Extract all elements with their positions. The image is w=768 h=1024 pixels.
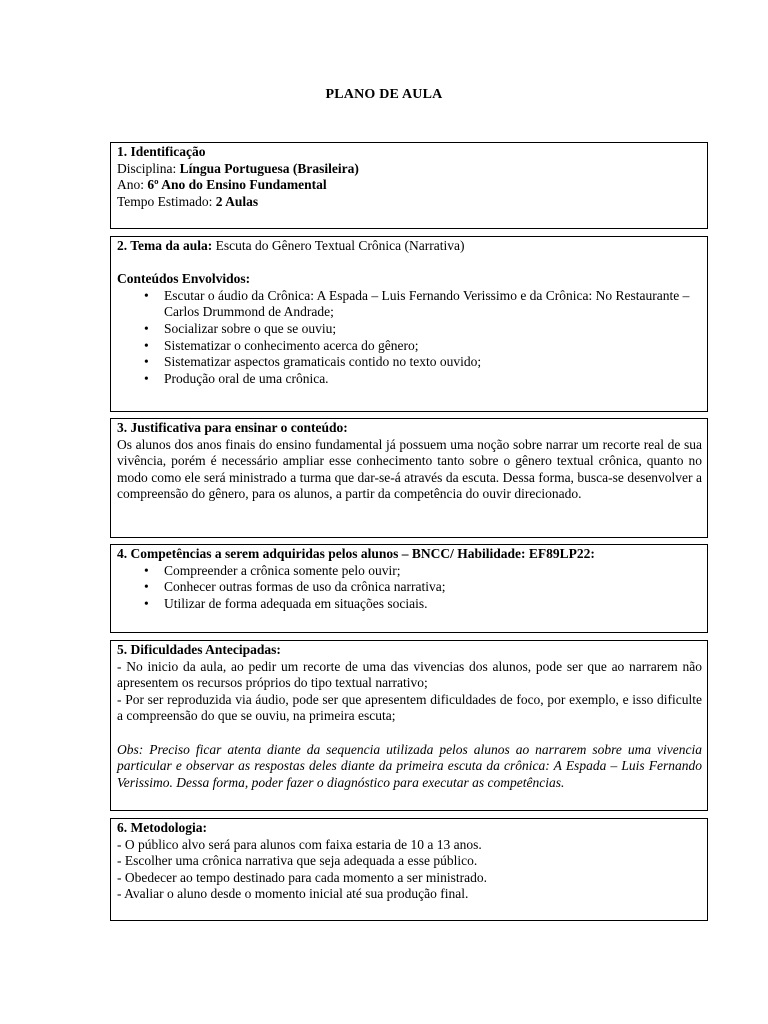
ano-value: 6º Ano do Ensino Fundamental — [147, 177, 327, 193]
disciplina-value: Língua Portuguesa (Brasileira) — [179, 160, 359, 176]
ano-line — [117, 177, 702, 194]
list-item: • Conhecer outras formas de uso da crônica narrativa; — [164, 579, 702, 596]
list-item: • Compreender a crônica somente pelo ouvir; — [164, 563, 702, 580]
tempo-value: 2 Aulas — [215, 193, 259, 209]
obs-paragraph: Obs: Preciso ficar atenta diante da sequencia utilizada pelos alunos ao narrarem sobre uma vivencia particular e observar as respostas deles diante da primeira escuta da crônica: A Espada – Luis Fernando Verissimo. Dessa forma, poder fazer o diagnóstico para executar as competências. — [117, 741, 702, 790]
section-metodologia — [110, 818, 708, 921]
list-item: • Produção oral de uma crônica. — [164, 371, 702, 388]
disciplina-label: Disciplina: — [117, 160, 180, 176]
ano-label: Ano: — [117, 177, 148, 193]
list-item: • Utilizar de forma adequada em situações sociais. — [164, 596, 702, 613]
tempo-line — [117, 194, 702, 211]
disciplina-line — [117, 161, 702, 178]
list-item: • Escutar o áudio da Crônica: A Espada – Luis Fernando Verissimo e da Crônica: No Restaurante – Carlos Drummond de Andrade; — [164, 288, 702, 321]
list-item: • Sistematizar o conhecimento acerca do gênero; — [164, 338, 702, 355]
section-tema — [110, 236, 708, 412]
tema-line — [117, 238, 702, 255]
page-title: PLANO DE AULA — [325, 87, 443, 102]
section-heading: 1. Identificação — [117, 144, 206, 159]
dificuldade-paragraph: - No inicio da aula, ao pedir um recorte de uma das vivencias dos alunos, pode ser que ao narrarem não apresentem os recursos próprios do tipo textual narrativo; — [117, 658, 702, 691]
justificativa-text: Os alunos dos anos finais do ensino fundamental já possuem uma noção sobre narrar um recorte real de sua vivência, porém é necessário ampliar esse conhecimento tanto sobre o gênero textual crônica, quanto no modo como ele será ministrado a turma que dar-se-á através da escuta. Dessa forma, busca-se desenvolver a compreensão do gênero, para os alunos, a partir da competência do ouvir direcionado. — [117, 436, 702, 502]
section-heading: 4. Competências a serem adquiridas pelos alunos – BNCC/ Habilidade: EF89LP22: — [117, 546, 595, 561]
competencias-list — [117, 563, 702, 613]
dificuldade-paragraph: - Por ser reproduzida via áudio, pode ser que apresentem dificuldades de foco, por exemplo, e isso dificulte a compreensão do que se ouviu, na primeira escuta; — [117, 691, 702, 724]
list-item: • Socializar sobre o que se ouviu; — [164, 321, 702, 338]
section-heading: 5. Dificuldades Antecipadas: — [117, 642, 281, 657]
metodologia-line: - Obedecer ao tempo destinado para cada momento a ser ministrado. — [117, 869, 487, 885]
list-item: • Sistematizar aspectos gramaticais contido no texto ouvido; — [164, 354, 702, 371]
section-dificuldades — [110, 640, 708, 811]
conteudos-heading: Conteúdos Envolvidos: — [117, 271, 251, 287]
tema-value: Escuta do Gênero Textual Crônica (Narrativa) — [212, 238, 465, 253]
section-heading: 6. Metodologia: — [117, 820, 207, 835]
conteudos-list — [117, 288, 702, 388]
metodologia-line: - O público alvo será para alunos com faixa estaria de 10 a 13 anos. — [117, 836, 482, 852]
section-identificacao — [110, 142, 708, 229]
section-justificativa — [110, 418, 708, 538]
metodologia-line: - Avaliar o aluno desde o momento inicial até sua produção final. — [117, 886, 469, 902]
section-heading: 3. Justificativa para ensinar o conteúdo: — [117, 420, 348, 435]
tempo-label: Tempo Estimado: — [117, 193, 216, 209]
metodologia-line: - Escolher uma crônica narrativa que seja adequada a esse público. — [117, 853, 478, 869]
section-heading: 2. Tema da aula: — [117, 238, 213, 253]
section-competencias — [110, 544, 708, 633]
